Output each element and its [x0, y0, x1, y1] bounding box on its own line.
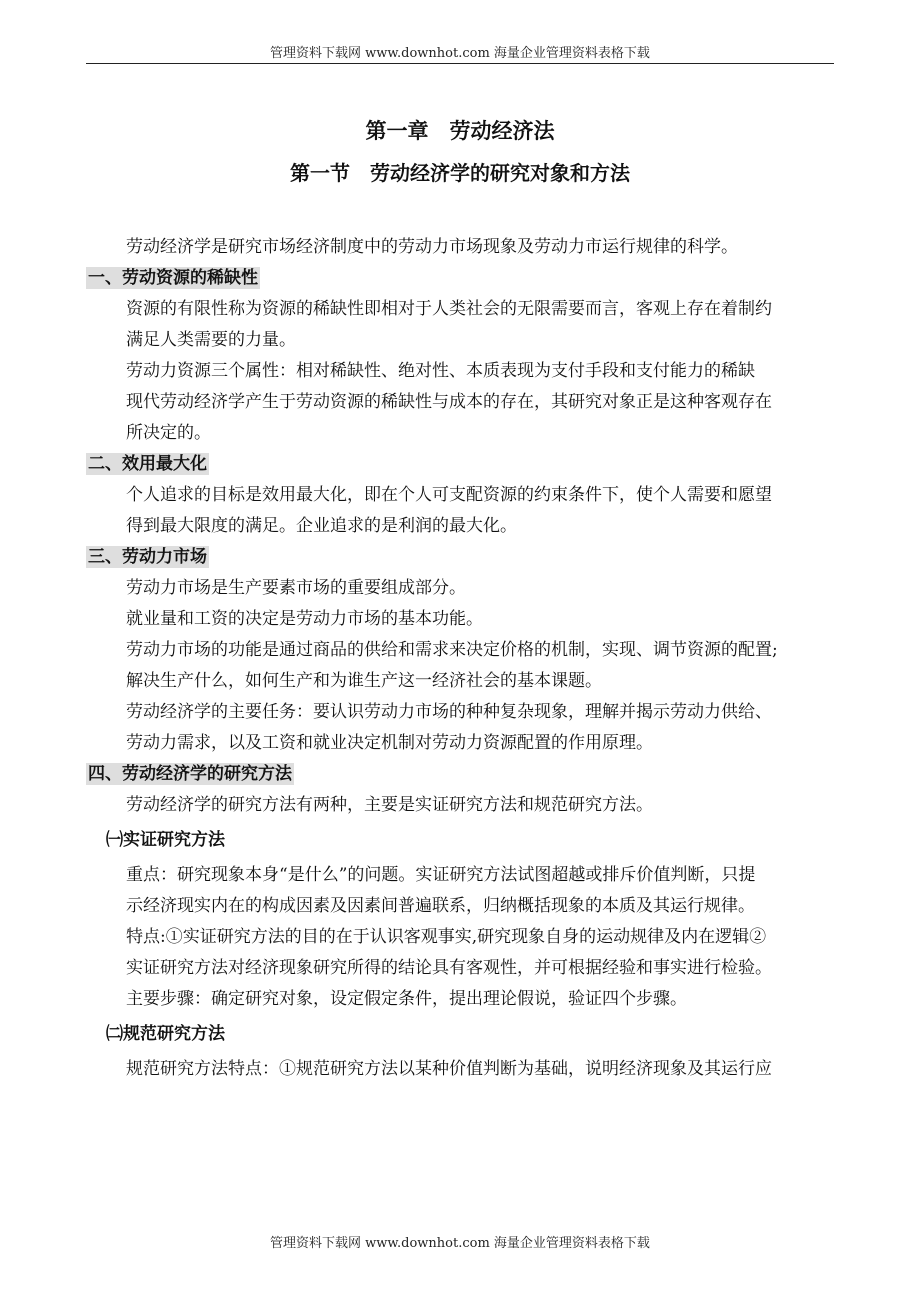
page-footer: 管理资料下载网 www.downhot.com 海量企业管理资料表格下载 — [270, 1236, 650, 1251]
paragraph-line: 得到最大限度的满足。企业追求的是利润的最大化。 — [126, 516, 517, 536]
paragraph-line: 劳动力市场的功能是通过商品的供给和需求来决定价格的机制，实现、调节资源的配置; — [126, 640, 778, 660]
paragraph-line: 劳动经济学的主要任务：要认识劳动力市场的种种复杂现象，理解并揭示劳动力供给、 — [126, 702, 772, 722]
paragraph-line: 实证研究方法对经济现象研究所得的结论具有客观性，并可根据经验和事实进行检验。 — [126, 958, 772, 978]
paragraph-line: 现代劳动经济学产生于劳动资源的稀缺性与成本的存在，其研究对象正是这种客观存在 — [126, 392, 772, 412]
section-heading-methods: 四、劳动经济学的研究方法 — [88, 764, 292, 784]
paragraph-line: 就业量和工资的决定是劳动力市场的基本功能。 — [126, 609, 483, 629]
section-heading-utility: 二、效用最大化 — [88, 454, 207, 474]
paragraph-line: 重点：研究现象本身“是什么”的问题。实证研究方法试图超越或排斥价值判断，只提 — [126, 865, 756, 885]
paragraph-line: 满足人类需要的力量。 — [126, 330, 296, 350]
paragraph-line: 资源的有限性称为资源的稀缺性即相对于人类社会的无限需要而言，客观上存在着制约 — [126, 299, 772, 319]
paragraph-line: 特点:①实证研究方法的目的在于认识客观事实,研究现象自身的运动规律及内在逻辑② — [126, 927, 767, 947]
paragraph-line: 主要步骤：确定研究对象，设定假定条件，提出理论假说，验证四个步骤。 — [126, 989, 687, 1009]
chapter-title: 第一章 劳动经济法 — [365, 119, 555, 143]
paragraph-line: 劳动经济学的研究方法有两种，主要是实证研究方法和规范研究方法。 — [126, 795, 653, 815]
page-header: 管理资料下载网 www.downhot.com 海量企业管理资料表格下载 — [270, 46, 650, 61]
paragraph-line: 个人追求的目标是效用最大化，即在个人可支配资源的约束条件下，使个人需要和愿望 — [126, 485, 772, 505]
paragraph-line: 所决定的。 — [126, 423, 211, 443]
paragraph-line: 劳动力资源三个属性：相对稀缺性、绝对性、本质表现为支付手段和支付能力的稀缺 — [126, 361, 755, 381]
section-title: 第一节 劳动经济学的研究对象和方法 — [290, 161, 630, 185]
intro-paragraph: 劳动经济学是研究市场经济制度中的劳动力市场现象及劳动力市运行规律的科学。 — [126, 237, 738, 257]
subsection-heading-normative: ㈡规范研究方法 — [106, 1024, 225, 1044]
section-heading-scarcity: 一、劳动资源的稀缺性 — [88, 268, 258, 288]
paragraph-line: 劳动力市场是生产要素市场的重要组成部分。 — [126, 578, 466, 598]
header-divider — [86, 63, 834, 64]
section-heading-labor-market: 三、劳动力市场 — [88, 547, 207, 567]
paragraph-line: 解决生产什么，如何生产和为谁生产这一经济社会的基本课题。 — [126, 671, 602, 691]
subsection-heading-positive: ㈠实证研究方法 — [106, 830, 225, 850]
document-body — [86, 232, 846, 1085]
paragraph-line: 劳动力需求，以及工资和就业决定机制对劳动力资源配置的作用原理。 — [126, 733, 653, 753]
paragraph-line: 示经济现实内在的构成因素及因素间普遍联系，归纳概括现象的本质及其运行规律。 — [126, 896, 755, 916]
paragraph-line: 规范研究方法特点：①规范研究方法以某种价值判断为基础，说明经济现象及其运行应 — [126, 1059, 772, 1079]
